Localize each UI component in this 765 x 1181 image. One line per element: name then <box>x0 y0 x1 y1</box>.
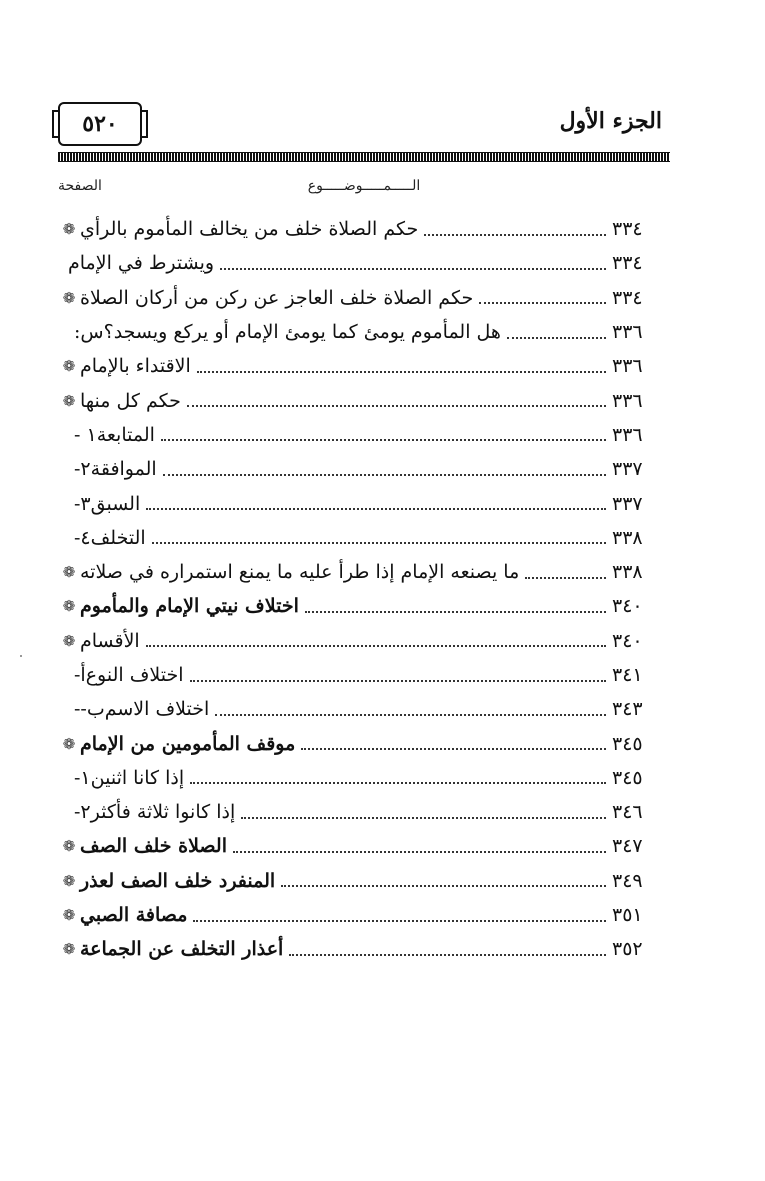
dot-leader <box>525 576 606 579</box>
toc-page-number: ٣٤٧ <box>612 835 643 858</box>
toc-row <box>58 349 670 383</box>
toc-entry-title: ما يصنعه الإمام إذا طرأ عليه ما يمنع استمراره في صلاته <box>80 561 520 584</box>
dot-leader <box>215 713 606 716</box>
page-number: ٥٢٠ <box>82 111 118 137</box>
toc-page-number: ٣٤٠ <box>612 629 643 652</box>
toc-entry-title: إذا كانا اثنين <box>90 766 185 789</box>
toc-row <box>58 692 670 726</box>
toc-row <box>58 658 670 692</box>
toc-page-number: ٣٣٨ <box>612 526 643 549</box>
toc-row <box>58 555 670 589</box>
dot-leader <box>507 336 606 339</box>
toc-entry-title: الصلاة خلف الصف <box>80 835 227 858</box>
dot-leader <box>479 301 606 304</box>
toc-page-number: ٣٣٨ <box>612 561 643 584</box>
dot-leader <box>233 850 606 853</box>
toc-entry-title: موقف المأمومين من الإمام <box>80 732 296 755</box>
toc-entry-title: السبق <box>90 492 141 515</box>
toc-page-number: ٣٣٦ <box>612 423 643 446</box>
toc-page-number: ٣٣٤ <box>612 286 643 309</box>
dot-leader <box>289 953 606 956</box>
toc-row <box>58 418 670 452</box>
toc-page-number: ٣٣٦ <box>612 321 643 344</box>
toc-entry-title: ويشترط في الإمام <box>68 252 215 275</box>
toc-row <box>58 452 670 486</box>
toc-row <box>58 829 670 863</box>
toc-page-number: ٣٤١ <box>612 664 643 686</box>
flower-ornament-icon: ❁ <box>62 288 76 307</box>
toc-row <box>58 315 670 349</box>
flower-ornament-icon: ❁ <box>62 357 76 376</box>
toc-page-number: ٣٤٦ <box>612 801 643 824</box>
dot-leader <box>187 404 606 407</box>
page-number-frame <box>58 102 142 146</box>
dot-leader <box>146 644 606 647</box>
toc-entry-title: هل المأموم يومئ كما يومئ الإمام أو يركع ويسجد؟ <box>103 321 501 344</box>
toc-row <box>58 486 670 520</box>
toc-row <box>58 246 670 280</box>
dot-leader <box>190 679 607 682</box>
dot-leader <box>424 233 606 236</box>
toc-page-number: ٣٤٠ <box>612 595 643 618</box>
flower-ornament-icon: ❁ <box>62 871 76 890</box>
toc-page-number: ٣٤٩ <box>612 869 643 892</box>
table-of-contents <box>58 212 670 967</box>
toc-entry-title: أعذار التخلف عن الجماعة <box>80 938 284 961</box>
part-title: الجزء الأول <box>559 108 662 134</box>
flower-ornament-icon: ❁ <box>62 906 76 925</box>
flower-ornament-icon: ❁ <box>62 734 76 753</box>
toc-entry-title: المتابعة <box>96 423 155 446</box>
margin-speck <box>20 655 22 657</box>
dot-leader <box>301 747 606 750</box>
page-header <box>58 100 670 152</box>
dot-leader <box>197 370 606 373</box>
toc-row <box>58 898 670 932</box>
toc-row <box>58 212 670 246</box>
subject-column-heading: الـــــمـــــوضـــــوع <box>307 178 421 194</box>
toc-page-number: ٣٣٧ <box>612 458 643 481</box>
toc-entry-title: الموافقة <box>90 458 157 481</box>
toc-row <box>58 932 670 966</box>
toc-entry-prefix: س: <box>74 321 104 344</box>
toc-entry-title: الأقسام <box>80 629 140 652</box>
dot-leader <box>305 610 606 613</box>
toc-entry-title: المنفرد خلف الصف لعذر <box>80 869 276 892</box>
toc-row <box>58 726 670 760</box>
toc-page-number: ٣٣٦ <box>612 355 643 378</box>
dot-leader <box>163 473 606 476</box>
toc-row <box>58 761 670 795</box>
toc-entry-title: اختلاف الاسم <box>104 698 210 721</box>
toc-page-number: ٣٤٥ <box>612 732 643 755</box>
toc-row <box>58 864 670 898</box>
dot-leader <box>281 884 606 887</box>
dot-leader <box>146 507 606 510</box>
flower-ornament-icon: ❁ <box>62 597 76 616</box>
dot-leader <box>193 919 606 922</box>
toc-row <box>58 589 670 623</box>
dot-leader <box>152 541 606 544</box>
toc-entry-prefix: ٢- <box>74 458 91 481</box>
flower-ornament-icon: ❁ <box>62 391 76 410</box>
toc-entry-prefix: ٣- <box>74 492 91 515</box>
flower-ornament-icon: ❁ <box>62 631 76 650</box>
header-rule <box>58 152 670 162</box>
toc-entry-prefix: أ- <box>74 664 86 686</box>
flower-ornament-icon: ❁ <box>62 837 76 856</box>
toc-entry-title: الاقتداء بالإمام <box>80 355 191 378</box>
toc-entry-title: حكم الصلاة خلف العاجز عن ركن من أركان الصلاة <box>80 286 474 309</box>
flower-ornament-icon: ❁ <box>62 563 76 582</box>
toc-entry-prefix: ١ - <box>74 423 97 446</box>
toc-page-number: ٣٤٣ <box>612 698 643 721</box>
toc-row <box>58 383 670 417</box>
toc-entry-prefix: ٢- <box>74 801 91 824</box>
dot-leader <box>190 781 606 784</box>
toc-entry-title: إذا كانوا ثلاثة فأكثر <box>90 801 236 824</box>
toc-entry-title: التخلف <box>90 526 146 549</box>
toc-entry-title: حكم الصلاة خلف من يخالف المأموم بالرأي <box>80 218 419 241</box>
dot-leader <box>161 438 606 441</box>
flower-ornament-icon: ❁ <box>62 220 76 239</box>
toc-row <box>58 521 670 555</box>
flower-ornament-icon: ❁ <box>62 940 76 959</box>
toc-entry-prefix: ب-- <box>74 698 105 721</box>
toc-page-number: ٣٥١ <box>612 904 643 927</box>
toc-entry-title: حكم كل منها <box>80 389 181 412</box>
toc-page-number: ٣٣٦ <box>612 389 643 412</box>
toc-entry-prefix: ١- <box>74 766 91 789</box>
toc-page-number: ٣٥٢ <box>612 938 643 961</box>
toc-entry-prefix: ٤- <box>74 526 91 549</box>
toc-page-number: ٣٣٧ <box>612 492 643 515</box>
toc-page-number: ٣٣٤ <box>612 252 643 275</box>
toc-row <box>58 281 670 315</box>
toc-entry-title: مصافة الصبي <box>80 904 188 927</box>
toc-page-number: ٣٣٤ <box>612 218 643 241</box>
dot-leader <box>241 816 606 819</box>
page-column-heading: الصفحة <box>58 178 102 194</box>
toc-entry-title: اختلاف نيتي الإمام والمأموم <box>80 595 299 618</box>
toc-entry-title: اختلاف النوع <box>85 664 184 686</box>
toc-row <box>58 624 670 658</box>
toc-page-number: ٣٤٥ <box>612 766 643 789</box>
toc-row <box>58 795 670 829</box>
column-headings <box>58 178 670 204</box>
dot-leader <box>220 267 606 270</box>
